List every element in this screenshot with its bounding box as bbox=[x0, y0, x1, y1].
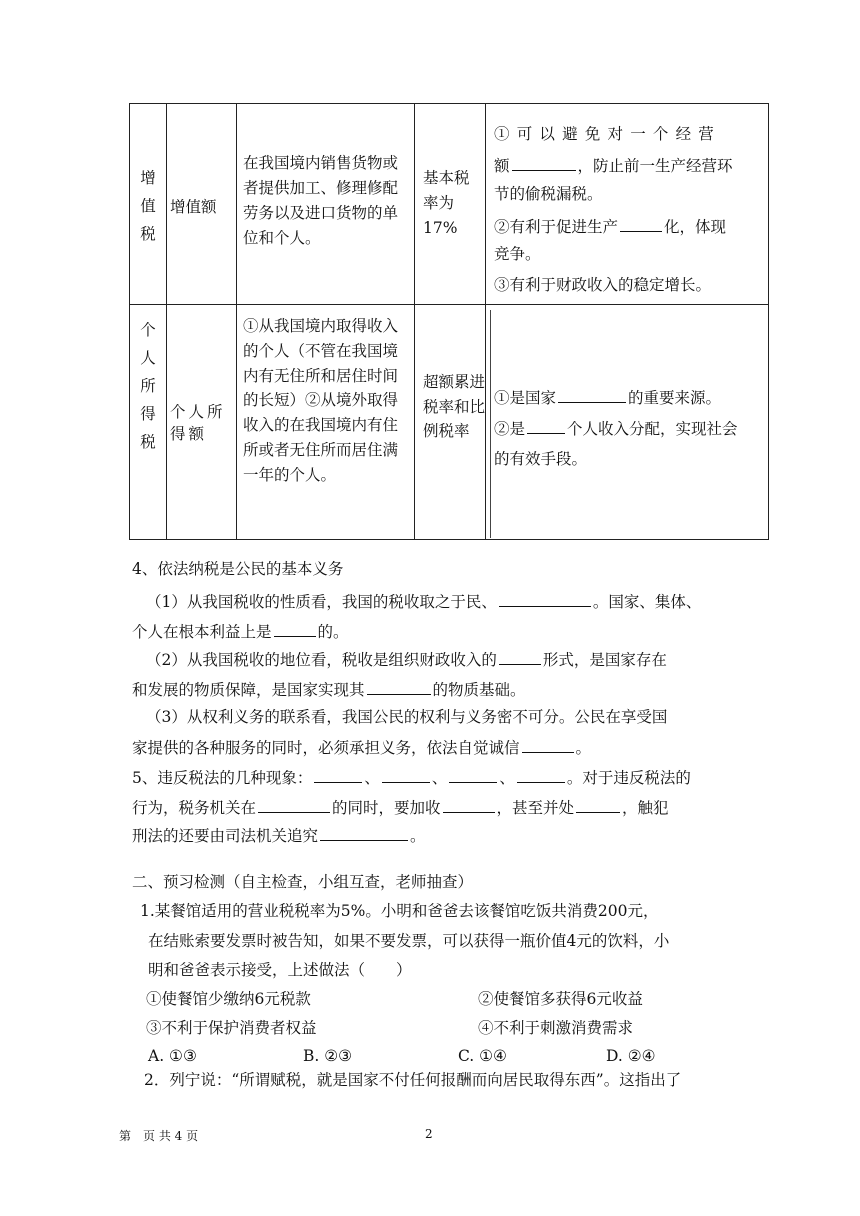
option-1: ①使餐馆少缴纳6元税款 bbox=[146, 990, 311, 1008]
section4-p3-cont: 家提供的各种服务的同时，必须承担义务，依法自觉诚信 。 bbox=[132, 739, 592, 757]
pit-role-2-end: 的有效手段。 bbox=[494, 450, 588, 468]
option-2: ②使餐馆多获得6元收益 bbox=[478, 990, 643, 1008]
blank-line[interactable] bbox=[620, 216, 662, 232]
vat-role-3: ③有利于财政收入的稳定增长。 bbox=[494, 276, 712, 294]
blank-line[interactable] bbox=[367, 679, 431, 695]
part2-heading: 二、预习检测（自主检查，小组互查，老师抽查） bbox=[132, 873, 474, 891]
vat-role-1-end: 节的偷税漏税。 bbox=[494, 185, 603, 203]
table-col-divider bbox=[485, 103, 486, 540]
blank-line[interactable] bbox=[512, 155, 576, 171]
vat-role-2: ②有利于促进生产 化，体现 bbox=[494, 218, 727, 236]
blank-line[interactable] bbox=[314, 767, 362, 783]
blank-line[interactable] bbox=[258, 797, 330, 813]
blank-line[interactable] bbox=[382, 767, 430, 783]
rate-pit: 超额累进税率和比例税率 bbox=[423, 373, 486, 440]
section5-line1: 5、违反税法的几种现象： 、 、 、 。对于违反税法的 bbox=[132, 769, 691, 787]
table-col-divider bbox=[166, 103, 167, 540]
option-4: ④不利于刺激消费需求 bbox=[478, 1019, 634, 1037]
question2: 2．列宁说：“所谓赋税，就是国家不付任何报酬而向居民取得东西”。这指出了 bbox=[144, 1071, 682, 1089]
section5-line2: 行为，税务机关在 的同时，要加收 ，甚至并处 ，触犯 bbox=[132, 799, 669, 817]
answer-d[interactable]: D. ②④ bbox=[606, 1047, 656, 1065]
tax-name-pit: 个人所得税 bbox=[140, 321, 156, 451]
taxpayer-vat: 在我国境内销售货物或者提供加工、修理修配劳务以及进口货物的单位和个人。 bbox=[243, 154, 399, 247]
table-row-divider bbox=[129, 304, 769, 305]
question1-line1: 1.某餐馆适用的营业税税率为5%。小明和爸爸去该餐馆吃饭共消费200元， bbox=[140, 902, 659, 920]
blank-line[interactable] bbox=[320, 825, 408, 841]
tax-name-vat: 增值税 bbox=[140, 169, 156, 243]
table-col-divider bbox=[236, 103, 237, 540]
blank-line[interactable] bbox=[449, 767, 497, 783]
blank-line[interactable] bbox=[274, 621, 316, 637]
question1-line2: 在结账索要发票时被告知，如果不要发票，可以获得一瓶价值4元的饮料，小 bbox=[148, 932, 670, 950]
taxpayer-pit: ①从我国境内取得收入的个人（不管在我国境内有无住所和居住时间的长短）②从境外取得收入的在我国境内有住所或者无住所而居住满一年的个人。 bbox=[243, 317, 399, 484]
answer-c[interactable]: C. ①④ bbox=[458, 1047, 507, 1065]
blank-line[interactable] bbox=[558, 387, 626, 403]
blank-line[interactable] bbox=[499, 591, 591, 607]
section4-p1-cont: 个人在根本利益上是 的。 bbox=[132, 623, 349, 641]
section5-line3: 刑法的还要由司法机关追究 。 bbox=[132, 827, 426, 845]
section4-heading: 4、依法纳税是公民的基本义务 bbox=[132, 560, 344, 578]
blank-line[interactable] bbox=[443, 797, 495, 813]
blank-line[interactable] bbox=[522, 737, 574, 753]
pit-role-1: ①是国家 的重要来源。 bbox=[494, 389, 722, 407]
section4-p3: （3）从权利义务的联系看，我国公民的权利与义务密不可分。公民在享受国 bbox=[146, 708, 668, 726]
section4-p1: （1）从我国税收的性质看，我国的税收取之于民、 。国家、集体、 bbox=[146, 593, 702, 611]
table-inner-divider bbox=[490, 310, 491, 538]
section4-p2-cont: 和发展的物质保障，是国家实现其 的物质基础。 bbox=[132, 681, 526, 699]
vat-role-2-end: 竞争。 bbox=[494, 245, 541, 263]
tax-object-pit: 个人所得额 bbox=[170, 403, 226, 443]
answer-b[interactable]: B. ②③ bbox=[303, 1047, 353, 1065]
page-footer-total: 第 页 共 4 页 bbox=[119, 1129, 199, 1143]
blank-line[interactable] bbox=[499, 649, 541, 665]
blank-line[interactable] bbox=[517, 767, 565, 783]
page-number: 2 bbox=[425, 1127, 433, 1141]
section4-p2: （2）从我国税收的地位看，税收是组织财政收入的 形式，是国家存在 bbox=[146, 651, 667, 669]
vat-role-1-cont: 额 ，防止前一生产经营环 bbox=[494, 157, 733, 175]
option-3: ③不利于保护消费者权益 bbox=[146, 1019, 317, 1037]
tax-object-vat: 增值额 bbox=[170, 198, 217, 216]
vat-role-1: ①可以避免对一个经营 bbox=[494, 125, 722, 143]
answer-a[interactable]: A. ①③ bbox=[148, 1047, 197, 1065]
rate-vat: 基本税率为17% bbox=[423, 169, 470, 237]
table-col-divider bbox=[414, 103, 415, 540]
question1-line3: 明和爸爸表示接受，上述做法（ ） bbox=[148, 961, 412, 979]
pit-role-2: ②是 个人收入分配，实现社会 bbox=[494, 420, 738, 438]
blank-line[interactable] bbox=[576, 797, 620, 813]
blank-line[interactable] bbox=[527, 418, 565, 434]
